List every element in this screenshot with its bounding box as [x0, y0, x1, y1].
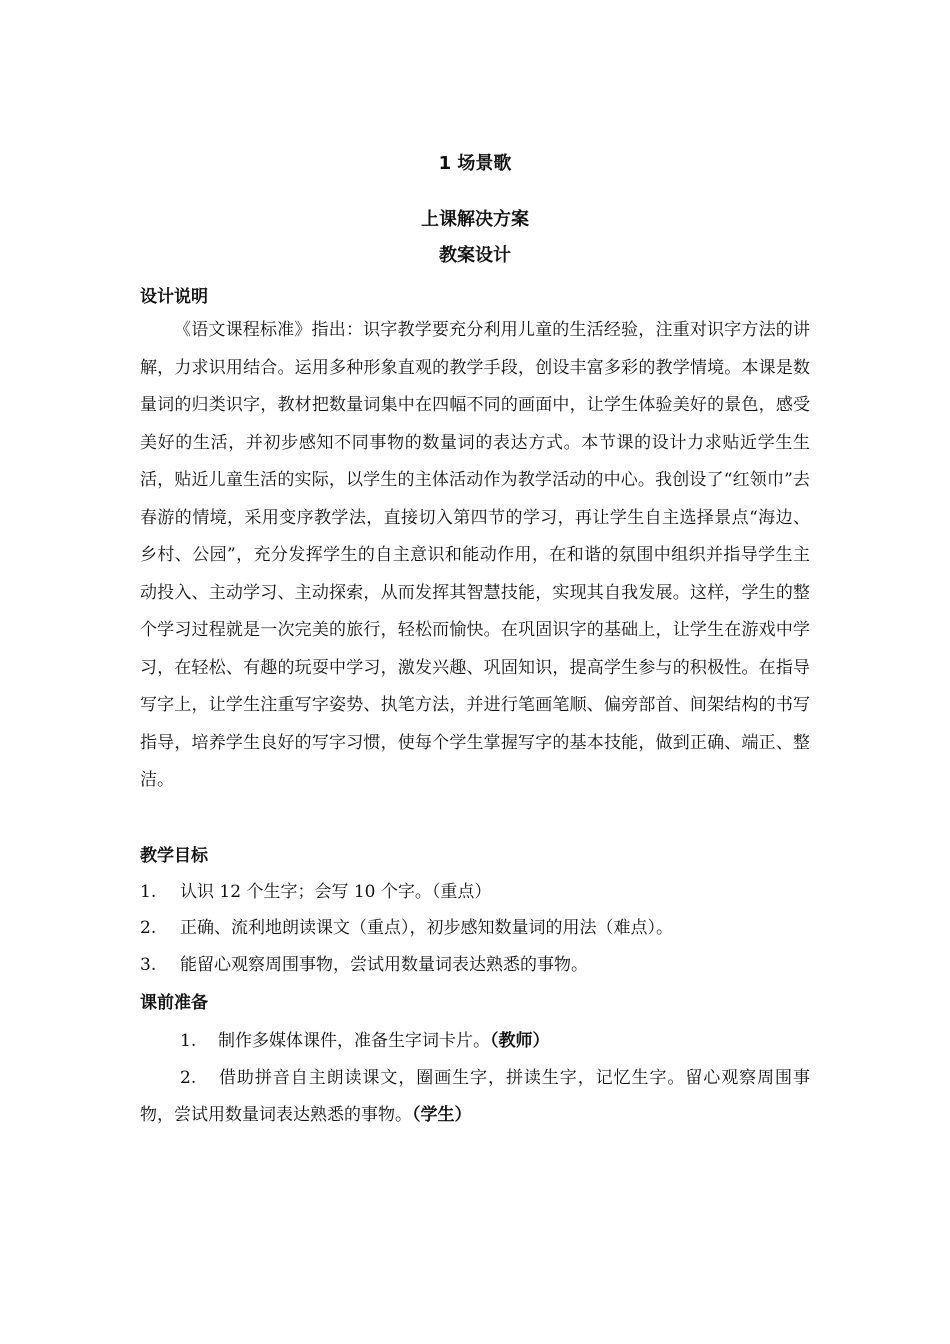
- goal-item: [140, 953, 820, 977]
- goal-number: 2.: [140, 918, 157, 938]
- preparation-item: [140, 1060, 810, 1134]
- prep-text: 借助拼音自主朗读课文，圈画生字，拼读生字，记忆生字。留心观察周围事物，尝试用数量词表达熟悉的事物。: [140, 1068, 810, 1125]
- section-title: 教案设计: [439, 245, 511, 266]
- design-notes-heading: 设计说明: [140, 287, 208, 307]
- goal-text: 认识 12 个生字；会写 10 个字。（重点）: [180, 882, 492, 902]
- goals-heading: 教学目标: [140, 846, 208, 866]
- goal-text: 能留心观察周围事物，尝试用数量词表达熟悉的事物。: [180, 955, 588, 975]
- preparation-item: [140, 1023, 810, 1060]
- prep-role: （教师）: [490, 1031, 550, 1051]
- prep-number: 1.: [180, 1031, 197, 1051]
- subtitle: 上课解决方案: [421, 209, 529, 230]
- design-notes-body: 《语文课程标准》指出：识字教学要充分利用儿童的生活经验，注重对识字方法的讲解，力求识用结合。运用多种形象直观的教学手段，创设丰富多彩的教学情境。本课是数量词的归类识字，教材把数量词集中在四幅不同的画面中，让学生体验美好的景色，感受美好的生活，并初步感知不同事物的数量词的表达方式。本节课的设计力求贴近学生生活，贴近儿童生活的实际，以学生的主体活动作为教学活动的中心。我创设了“红领巾”去春游的情境，采用变序教学法，直接切入第四节的学习，再让学生自主选择景点“海边、乡村、公园”，充分发挥学生的自主意识和能动作用，在和谐的氛围中组织并指导学生主动投入、主动学习、主动探索，从而发挥其智慧技能，实现其自我发展。这样，学生的整个学习过程就是一次完美的旅行，轻松而愉快。在巩固识字的基础上，让学生在游戏中学习，在轻松、有趣的玩耍中学习，激发兴趣、巩固知识，提高学生参与的积极性。在指导写字上，让学生注重写字姿势、执笔方法，并进行笔画笔顺、偏旁部首、间架结构的书写指导，培养学生良好的写字习惯，使每个学生掌握写字的基本技能，做到正确、端正、整洁。: [140, 320, 810, 790]
- goal-number: 1.: [140, 882, 157, 902]
- prep-text: 制作多媒体课件，准备生字词卡片。: [218, 1031, 490, 1051]
- goal-number: 3.: [140, 955, 157, 975]
- prep-role: （学生）: [412, 1105, 472, 1125]
- goal-item: [140, 916, 820, 940]
- prep-number: 2.: [180, 1068, 197, 1088]
- lesson-title: 1 场景歌: [438, 153, 512, 174]
- goal-text: 正确、流利地朗读课文（重点），初步感知数量词的用法（难点）。: [180, 918, 673, 938]
- preparation-heading: 课前准备: [140, 993, 208, 1013]
- goal-item: [140, 880, 820, 904]
